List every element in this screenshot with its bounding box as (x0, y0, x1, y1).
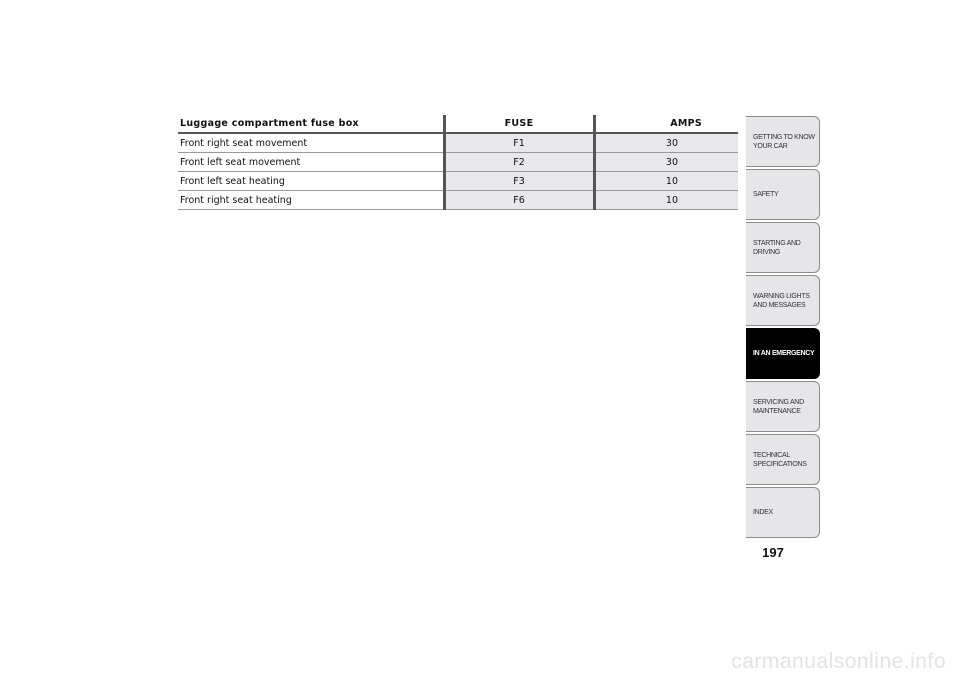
tab-technical-specifications[interactable]: TECHNICAL SPECIFICATIONS (746, 434, 820, 485)
row-fuse: F6 (444, 191, 594, 210)
row-description: Front left seat heating (178, 172, 444, 191)
page-number: 197 (762, 545, 784, 560)
tab-in-an-emergency[interactable]: IN AN EMERGENCY (746, 328, 820, 379)
table-row (178, 191, 738, 210)
row-description: Front right seat movement (178, 133, 444, 153)
row-amps: 10 (594, 191, 738, 210)
watermark: carmanualsonline.info (731, 650, 946, 673)
row-description: Front right seat heating (178, 191, 444, 210)
row-amps: 10 (594, 172, 738, 191)
table-row (178, 153, 738, 172)
tab-servicing-and-maintenance[interactable]: SERVICING AND MAINTENANCE (746, 381, 820, 432)
table-row (178, 133, 738, 153)
row-amps: 30 (594, 153, 738, 172)
row-fuse: F1 (444, 133, 594, 153)
fuse-table (178, 115, 738, 210)
section-tabs (746, 116, 820, 540)
tab-index[interactable]: INDEX (746, 487, 820, 538)
tab-starting-and-driving[interactable]: STARTING AND DRIVING (746, 222, 820, 273)
header-fuse: FUSE (444, 115, 594, 133)
tab-warning-lights-and-messages[interactable]: WARNING LIGHTS AND MESSAGES (746, 275, 820, 326)
row-fuse: F3 (444, 172, 594, 191)
header-amps: AMPS (594, 115, 738, 133)
row-fuse: F2 (444, 153, 594, 172)
header-description: Luggage compartment fuse box (178, 115, 444, 133)
row-amps: 30 (594, 133, 738, 153)
table-row (178, 172, 738, 191)
row-description: Front left seat movement (178, 153, 444, 172)
tab-getting-to-know-your-car[interactable]: GETTING TO KNOW YOUR CAR (746, 116, 820, 167)
tab-safety[interactable]: SAFETY (746, 169, 820, 220)
table-header-row (178, 115, 738, 133)
